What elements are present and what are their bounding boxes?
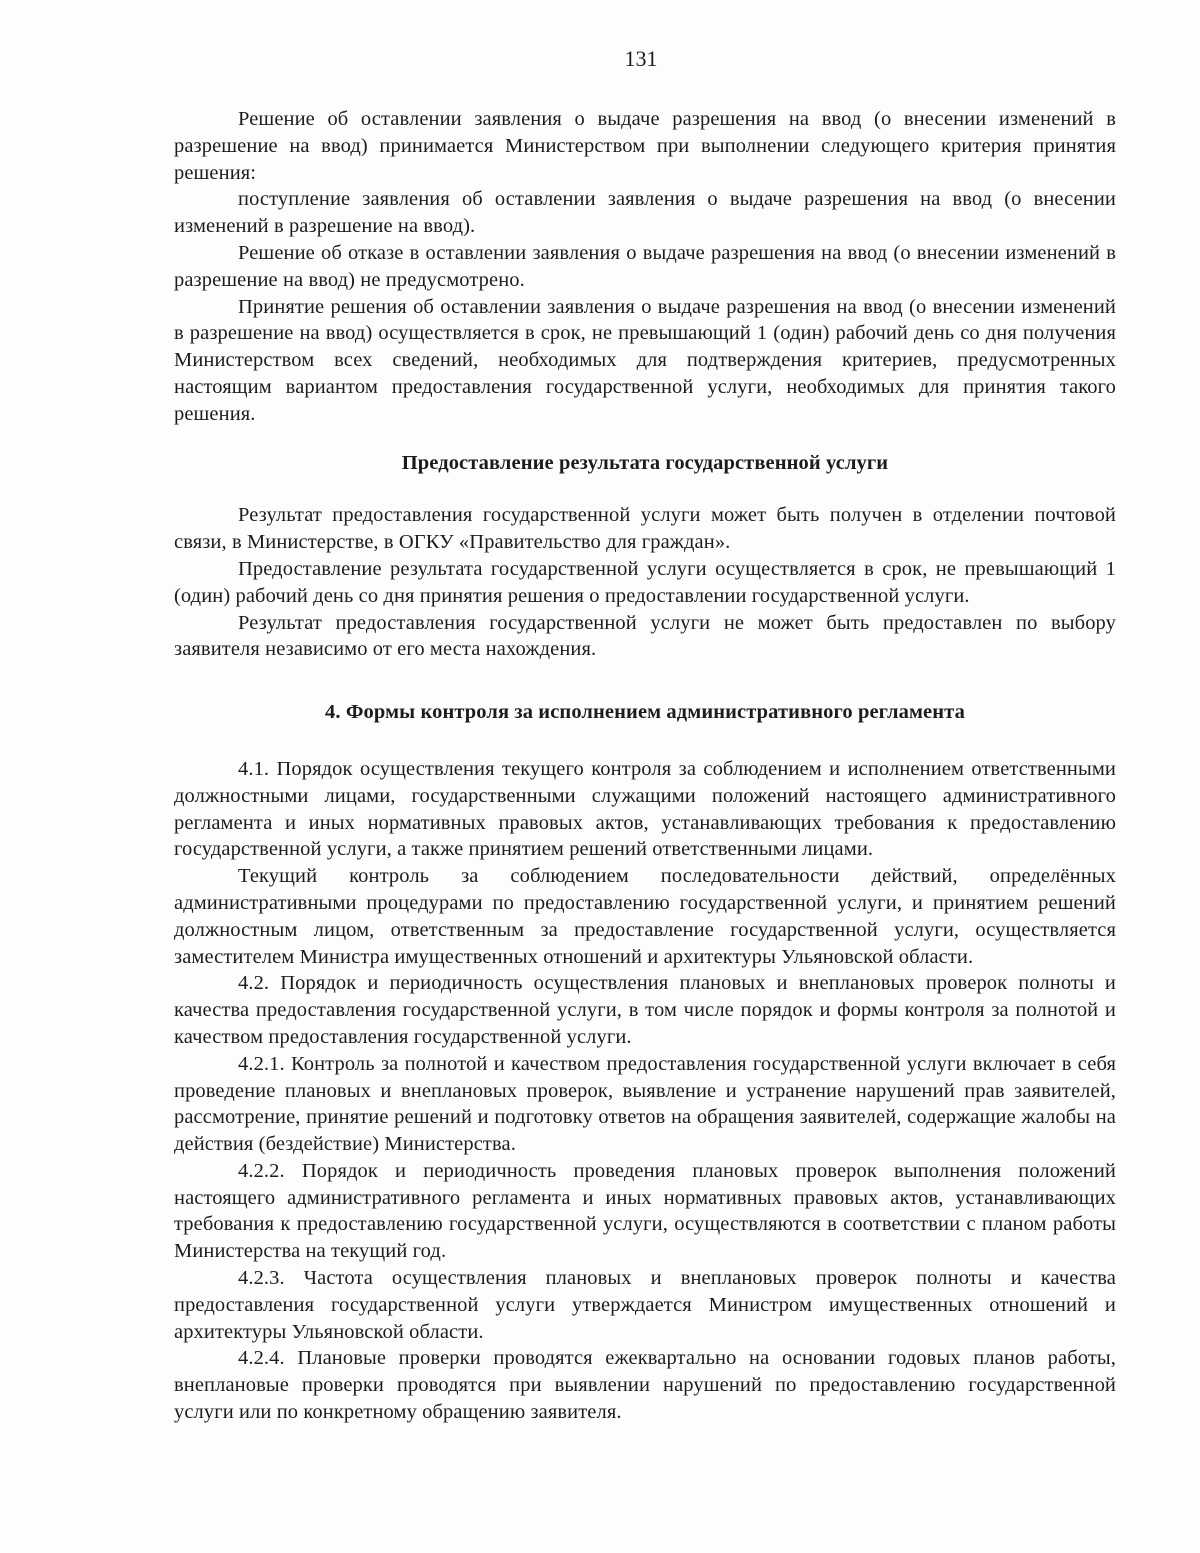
chapter-heading: 4. Формы контроля за исполнением административного регламента — [325, 701, 965, 724]
paragraph: 4.2. Порядок и периодичность осуществления плановых и внеплановых проверок полноты и качества предоставления государственной услуги, в том числе порядок и формы контроля за полнотой и качеством предоставления государственной услуги. — [174, 972, 1116, 1048]
paragraph: Результат предоставления государственной услуги может быть получен в отделении почтовой связи, в Министерстве, в ОГКУ «Правительство для граждан». — [174, 504, 1116, 554]
page-number: 131 — [624, 46, 658, 71]
paragraph: Результат предоставления государственной услуги не может быть предоставлен по выбору заявителя независимо от его места нахождения. — [174, 611, 1116, 661]
section-heading: Предоставление результата государственной услуги — [401, 451, 889, 474]
paragraph: 4.2.3. Частота осуществления плановых и внеплановых проверок полноты и качества предоставления государственной услуги утверждается Министром имущественных отношений и архитектуры Ульяновской области. — [174, 1267, 1116, 1343]
paragraph: Предоставление результата государственной услуги осуществляется в срок, не превышающий 1 (один) рабочий день со дня принятия решения о предоставлении государственной услуги. — [174, 557, 1116, 607]
paragraph: поступление заявления об оставлении заявления о выдаче разрешения на ввод (о внесении изменений в разрешение на ввод). — [174, 188, 1116, 238]
paragraph: 4.2.2. Порядок и периодичность проведения плановых проверок выполнения положений настоящего административного регламента и иных нормативных правовых актов, устанавливающих требования к предоставлению государственной услуги, осуществляются в соответствии с планом работы Министерства на текущий год. — [174, 1159, 1116, 1263]
paragraph: Принятие решения об оставлении заявления о выдаче разрешения на ввод (о внесении изменений в разрешение на ввод) осуществляется в срок, не превышающий 1 (один) рабочий день со дня получения Министерством всех сведений, необходимых для подтверждения критериев, предусмотренных настоящим вариантом предоставления государственной услуги, необходимых для принятия такого решения. — [174, 295, 1116, 425]
paragraph: 4.1. Порядок осуществления текущего контроля за соблюдением и исполнением ответственными должностными лицами, государственными служащими положений настоящего административного регламента и иных нормативных правовых актов, устанавливающих требования к предоставлению государственной услуги, а также принятием решений ответственными лицами. — [174, 757, 1116, 861]
paragraph: Решение об отказе в оставлении заявления о выдаче разрешения на ввод (о внесении изменений в разрешение на ввод) не предусмотрено. — [174, 241, 1116, 291]
paragraph: Решение об оставлении заявления о выдаче разрешения на ввод (о внесении изменений в разрешение на ввод) принимается Министерством при выполнении следующего критерия принятия решения: — [174, 108, 1116, 184]
document-body — [174, 106, 1116, 1426]
paragraph: Текущий контроль за соблюдением последовательности действий, определённых административными процедурами по предоставлению государственной услуги, и принятием решений должностным лицом, ответственным за предоставление государственной услуги, осуществляется заместителем Министра имущественных отношений и архитектуры Ульяновской области. — [174, 865, 1116, 968]
paragraph: 4.2.1. Контроль за полнотой и качеством предоставления государственной услуги включает в себя проведение плановых и внеплановых проверок, выявление и устранение нарушений прав заявителей, рассмотрение, принятие решений и подготовку ответов на обращения заявителей, содержащие жалобы на действия (бездействие) Министерства. — [174, 1052, 1116, 1156]
paragraph: 4.2.4. Плановые проверки проводятся ежеквартально на основании годовых планов работы, внеплановые проверки проводятся при выявлении нарушений по предоставлению государственной услуги или по конкретному обращению заявителя. — [174, 1347, 1116, 1424]
